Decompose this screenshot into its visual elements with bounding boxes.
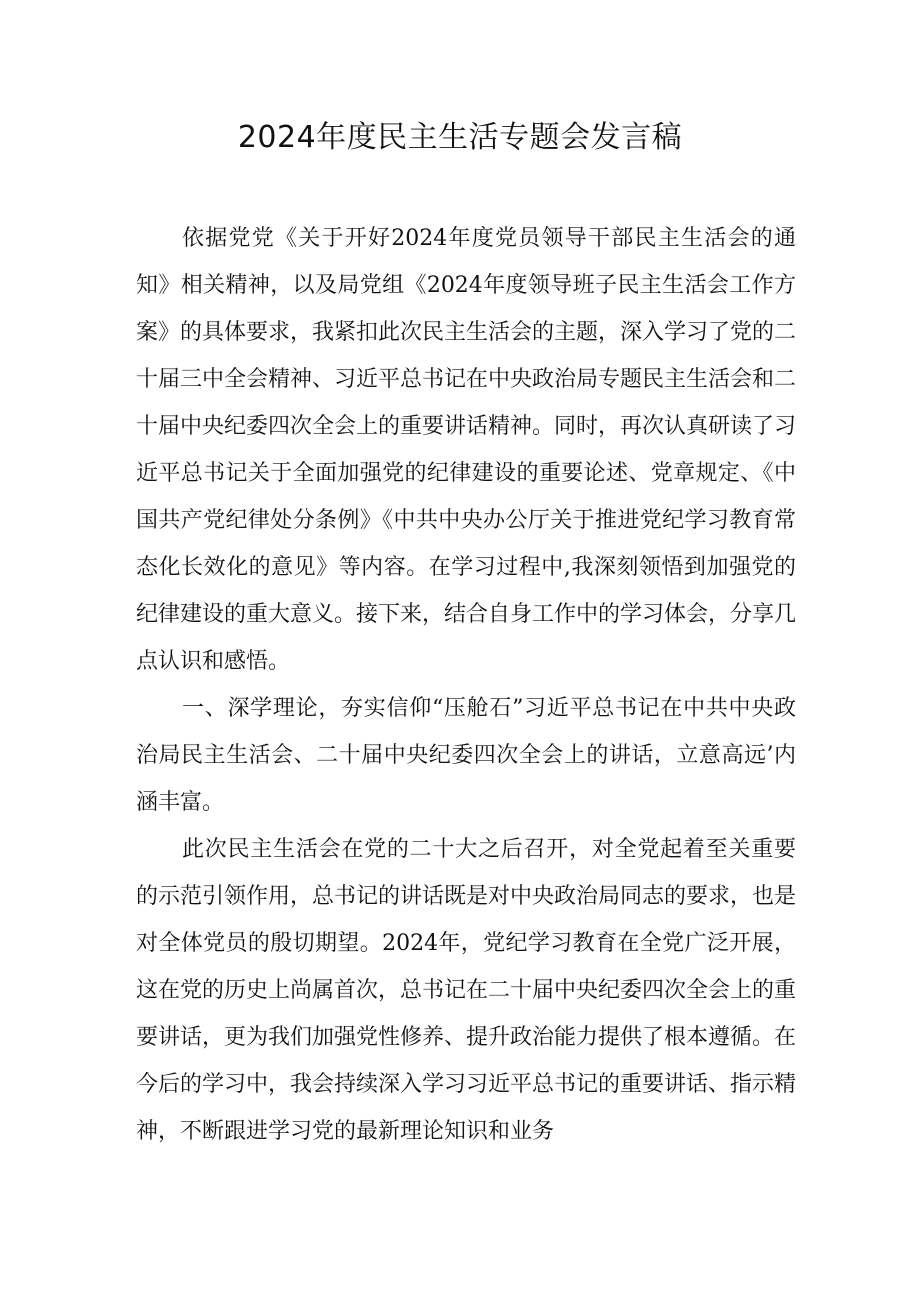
document-title: 2024年度民主生活专题会发言稿 <box>237 120 683 155</box>
paragraph-section-one-heading: 一、深学理论，夯实信仰“压舱石”习近平总书记在中共中央政治局民主生活会、二十届中央纪委四次全会上的讲话，立意高远’内涵丰富。 <box>136 696 796 815</box>
paragraph-section-one-body: 此次民主生活会在党的二十大之后召开，对全党起着至关重要的示范引领作用，总书记的讲话既是对中央政治局同志的要求，也是对全体党员的殷切期望。2024年，党纪学习教育在全党广泛开展，这在党的历史上尚属首次，总书记在二十届中央纪委四次全会上的重要讲话，更为我们加强党性修养、提升政治能力提供了根本遵循。在今后的学习中，我会持续深入学习习近平总书记的重要讲话、指示精神，不断跟进学习党的最新理论知识和业务 <box>136 837 797 1144</box>
paragraph-intro: 依据党党《关于开好2024年度党员领导干部民主生活会的通知》相关精神，以及局党组《2024年度领导班子民主生活会工作方案》的具体要求，我紧扣此次民主生活会的主题，深入学习了党的二十届三中全会精神、习近平总书记在中央政治局专题民主生活会和二十届中央纪委四次全会上的重要讲话精神。同时，再次认真研读了习近平总书记关于全面加强党的纪律建设的重要论述、党章规定、《中国共产党纪律处分条例》《中共中央办公厅关于推进党纪学习教育常态化长效化的意见》等内容。在学习过程中,我深刻领悟到加强党的纪律建设的重大意义。接下来，结合自身工作中的学习体会，分享几点认识和感悟。 <box>136 226 797 674</box>
document-body <box>136 215 796 1155</box>
